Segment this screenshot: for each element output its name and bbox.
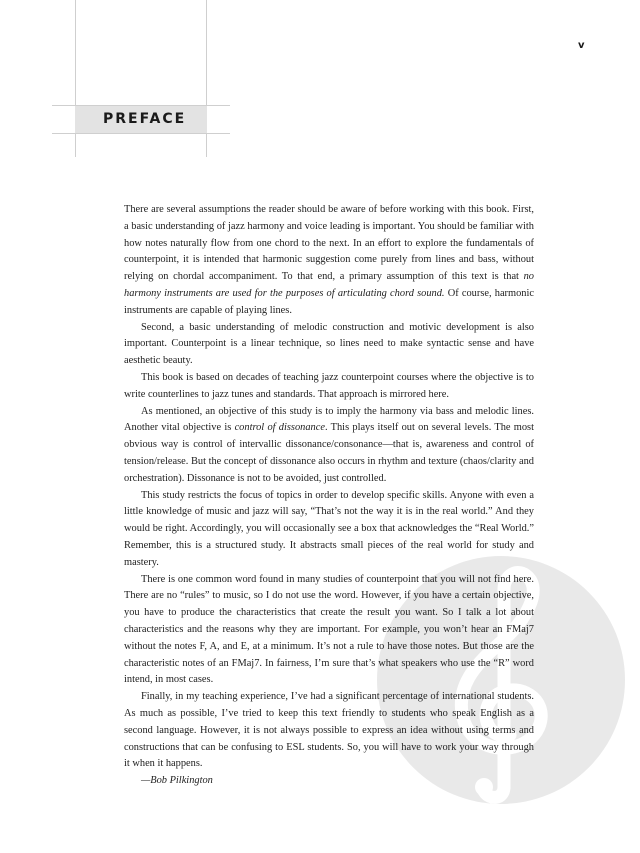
paragraph: There is one common word found in many studies of counterpoint that you will not find here. There are no “rules” to music, so I do not use the word. However, if you have a certain objective, you have to produce the characteristics that create the result you want. So I talk a lot about characteristics and the reasons why they are important. For example, you won’t hear an FMaj7 without the notes F, A, and E, at a minimum. It’s not a rule to have those notes. But those are the characteristic notes of an FMaj7. In fairness, I’m sure that’s what speakers who use the “R” word intend, in most cases. bbox=[124, 573, 534, 686]
emphasis-text: no harmony instruments are used for the purposes of articulating chord sound. bbox=[124, 271, 534, 299]
paragraph: As mentioned, an objective of this study is to imply the harmony via bass and melodic lines. Another vital objective is control of dissonance. This plays itself out on several levels. The most obvious way is control of intervallic dissonance/consonance—that is, awareness and control of tension/release. But the concept of dissonance also occurs in rhythm and texture (chaos/clarity and orchestration). Dissonance is not to be avoided, just controlled. bbox=[124, 405, 534, 484]
preface-body bbox=[124, 202, 534, 790]
guide-line-horizontal-bottom bbox=[52, 133, 230, 134]
paragraph: Finally, in my teaching experience, I’ve had a significant percentage of international students. As much as possible, I’ve tried to keep this text friendly to students who speak English as a second language. However, it is not always possible to express an idea without using terms and constructions that can be confusing to ESL students. So, you will have to work your way through it when it happens. bbox=[124, 691, 534, 770]
author-signature: —Bob Pilkington bbox=[141, 775, 213, 787]
page-number: v bbox=[578, 40, 585, 51]
paragraph: Second, a basic understanding of melodic construction and motivic development is also important. Counterpoint is a linear technique, so lines need to make syntactic sense and have aesthetic beauty. bbox=[124, 321, 534, 367]
chapter-title: PREFACE bbox=[103, 111, 187, 127]
paragraph: There are several assumptions the reader should be aware of before working with this book. First, a basic understanding of jazz harmony and voice leading is important. You should be familiar with how notes naturally flow from one chord to the next. In an effort to explore the fundamentals of counterpoint, it is intended that harmonic suggestion come purely from lines and bass, without relying on chordal accompaniment. To that end, a primary assumption of this text is that no harmony instruments are used for the purposes of articulating chord sound. Of course, harmonic instruments are capable of playing lines. bbox=[124, 204, 534, 316]
emphasis-text: control of dissonance bbox=[234, 422, 325, 434]
paragraph: This study restricts the focus of topics in order to develop specific skills. Anyone with even a little knowledge of music and jazz will say, “That’s not the way it is in the real world.” And they would be right. Accordingly, you will occasionally see a box that acknowledges the “Real World.” Remember, this is a structured study. It abstracts small pieces of the real world for study and mastery. bbox=[124, 489, 534, 568]
paragraph: This book is based on decades of teaching jazz counterpoint courses where the objective is to write counterlines to jazz tunes and standards. That approach is mirrored here. bbox=[124, 371, 534, 400]
